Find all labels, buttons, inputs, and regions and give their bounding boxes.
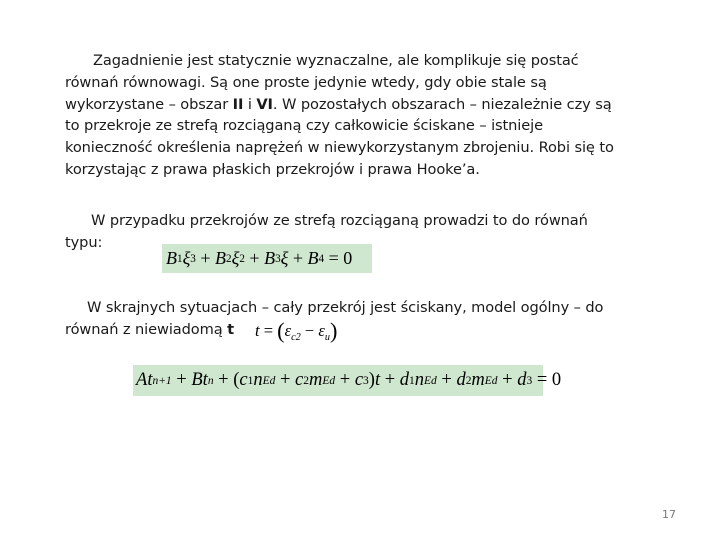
eq1-plus: +	[249, 248, 260, 268]
eq1-B: B	[215, 248, 227, 268]
eq3-n: n	[253, 370, 263, 390]
unknown-t: t	[227, 320, 235, 338]
eq2-sub: u	[324, 331, 330, 343]
eq2-epsilon: ε	[284, 321, 292, 341]
page-number: 17	[662, 508, 676, 521]
eq3-d: d	[399, 370, 410, 390]
eq3-B: B	[191, 370, 203, 390]
equation-general-model: A t n+1 + B t n + ( c 1 n Ed + c 2 m Ed + c 3 ) t + d 1 n Ed + d 2 m Ed + d 3 = 0	[133, 365, 543, 396]
paragraph-2-text: W przypadku przekrojów ze strefą rozciąganą prowadzi to do równań typu:	[65, 212, 588, 251]
eq3-plus: +	[502, 370, 513, 390]
equation-polynomial-xi: B 1 ξ 3 + B 2 ξ 2 + B 3 ξ + B 4 = 0	[162, 244, 372, 273]
bold-region-6: VI	[256, 95, 273, 113]
eq3-t: t	[374, 370, 381, 390]
paragraph-1-text-a: Zagadnienie jest statycznie wyznaczalne, ale komplikuje się postać równań równowagi. Są one proste jedynie wtedy, gdy obie stale są wykorzystane – obszar	[65, 52, 579, 113]
eq3-c: c	[295, 370, 304, 390]
bold-region-2: II	[232, 95, 244, 113]
eq3-equals: = 0	[536, 370, 562, 390]
equation-t-definition	[255, 318, 337, 344]
paragraph-1-text-b: i	[243, 95, 257, 113]
eq3-paren: (	[233, 370, 240, 390]
eq3-n: n	[414, 370, 424, 390]
eq1-plus: +	[292, 248, 304, 268]
eq3-plus: +	[279, 370, 291, 390]
eq3-A: A	[136, 370, 148, 390]
eq2-paren: )	[329, 318, 338, 343]
eq1-B: B	[264, 248, 276, 268]
paragraph-3-text: W skrajnych sytuacjach – cały przekrój jest ściskany, model ogólny – do równań z niewiadomą	[65, 299, 604, 338]
eq3-plus: +	[339, 370, 351, 390]
eq1-B: B	[307, 248, 319, 268]
eq2-minus: −	[304, 321, 315, 341]
eq2-sub: c2	[291, 331, 301, 343]
eq1-xi: ξ	[182, 248, 191, 268]
eq3-paren: )	[368, 370, 375, 390]
eq3-t: t	[202, 370, 208, 390]
eq1-B: B	[166, 248, 177, 268]
eq3-plus: +	[176, 370, 187, 390]
eq1-plus: +	[200, 248, 211, 268]
eq3-plus: +	[441, 370, 452, 390]
eq3-t: t	[147, 370, 153, 390]
eq2-epsilon: ε	[318, 321, 325, 341]
eq1-xi: ξ	[280, 248, 289, 268]
eq3-c: c	[239, 370, 248, 390]
eq3-m: m	[309, 370, 323, 390]
eq1-equals: = 0	[328, 248, 353, 268]
eq3-plus: +	[218, 370, 229, 390]
paragraph-3	[65, 297, 620, 341]
eq3-d: d	[456, 370, 466, 390]
eq1-xi: ξ	[231, 248, 240, 268]
eq2-equals: =	[263, 321, 274, 341]
paragraph-1-text-c: . W pozostałych obszarach – niezależnie czy są to przekroje ze strefą rozciąganą czy całkowicie ściskane – istnieje konieczność określenia naprężeń w niewykorzystanym zbrojeniu. Robi się to korzystając z prawa płaskich przekrojów i prawa Hooke’a.	[65, 95, 614, 178]
eq3-c: c	[354, 370, 364, 390]
eq3-plus: +	[384, 370, 396, 390]
eq3-d: d	[517, 370, 527, 390]
paragraph-1	[65, 50, 620, 181]
eq2-paren: (	[277, 318, 285, 343]
eq2-t: t	[255, 321, 260, 341]
eq3-m: m	[471, 370, 485, 390]
